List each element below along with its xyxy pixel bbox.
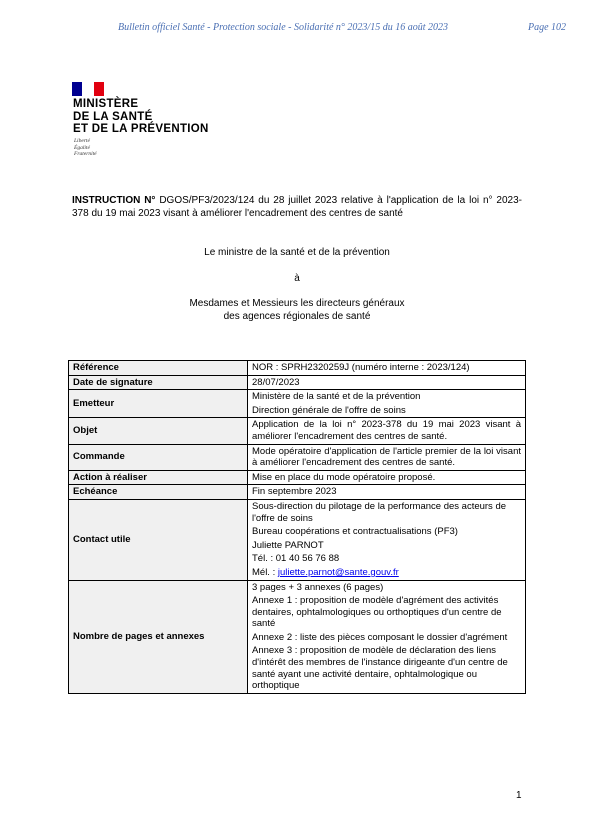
running-header <box>0 22 594 38</box>
table-row <box>69 361 526 376</box>
pages-line: 3 pages + 3 annexes (6 pages) <box>252 581 384 593</box>
contact-label: Contact utile <box>69 499 248 580</box>
bulletin-title: Bulletin officiel Santé - Protection sociale - Solidarité n° 2023/15 du 16 août 2023 <box>118 22 448 33</box>
echeance-label: Echéance <box>69 485 248 500</box>
ministry-name-line: MINISTÈRE <box>73 98 139 110</box>
emetteur-value <box>248 390 526 418</box>
signature-date-label: Date de signature <box>69 375 248 390</box>
objet-value: Application de la loi n° 2023-378 du 19 mai 2023 visant à améliorer l'encadrement des centres de santé. <box>248 418 526 444</box>
motto-line: Fraternité <box>74 151 97 157</box>
bulletin-page: Page 102 <box>528 22 567 33</box>
table-row <box>69 418 526 444</box>
table-row <box>69 375 526 390</box>
objet-label: Objet <box>69 418 248 444</box>
emetteur-line: Ministère de la santé et de la prévention <box>252 391 421 403</box>
commande-label: Commande <box>69 444 248 470</box>
ministry-name <box>73 98 209 136</box>
signature-date-value: 28/07/2023 <box>248 375 526 390</box>
annex-line: Annexe 1 : proposition de modèle d'agrément des activités dentaires, ophtalmologiques ou orthoptiques d'un centre de santé <box>252 595 502 630</box>
contact-phone: Tél. : 01 40 56 76 88 <box>252 553 340 565</box>
commande-value: Mode opératoire d'application de l'article premier de la loi visant à améliorer l'encadrement des centres de santé. <box>248 444 526 470</box>
emetteur-label: Emetteur <box>69 390 248 418</box>
contact-mail-line <box>252 567 521 579</box>
page-number: 1 <box>516 790 522 801</box>
recipients-line-1: Mesdames et Messieurs les directeurs généraux <box>189 298 405 309</box>
sender: Le ministre de la santé et de la prévention <box>204 247 390 258</box>
contact-mail-label: Mél. : <box>252 566 278 578</box>
emetteur-line: Direction générale de l'offre de soins <box>252 404 406 416</box>
motto-line: Égalité <box>74 144 90 151</box>
action-value: Mise en place du mode opératoire proposé. <box>248 470 526 485</box>
motto-line: Liberté <box>74 138 90 144</box>
contact-email-link[interactable]: juliette.parnot@sante.gouv.fr <box>277 566 399 578</box>
action-label: Action à réaliser <box>69 470 248 485</box>
contact-value <box>248 499 526 580</box>
table-row <box>69 499 526 580</box>
table-row <box>69 580 526 693</box>
marianne-flag-icon <box>72 82 104 96</box>
annex-line: Annexe 3 : proposition de modèle de déclaration des liens d'intérêt des membres de l'instance dirigeante d'un centre de santé ayant une activité dentaire, ophtalmologique ou orthoptique <box>252 645 508 692</box>
contact-line: Bureau coopérations et contractualisations (PF3) <box>252 526 458 538</box>
reference-value: NOR : SPRH2320259J (numéro interne : 2023/124) <box>248 361 526 376</box>
recipients-line-2: des agences régionales de santé <box>223 311 371 322</box>
annex-line: Annexe 2 : liste des pièces composant le dossier d'agrément <box>252 631 508 643</box>
instruction-label: INSTRUCTION N° <box>72 195 156 206</box>
instruction-text: DGOS/PF3/2023/124 du 28 juillet 2023 relative à l'application de la loi n° 2023-378 du 19 mai 2023 visant à améliorer l'encadrement des centres de santé <box>72 195 522 219</box>
table-row <box>69 485 526 500</box>
table-row <box>69 390 526 418</box>
ministry-name-line: ET DE LA PRÉVENTION <box>73 123 209 135</box>
reference-label: Référence <box>69 361 248 376</box>
pages-label: Nombre de pages et annexes <box>69 580 248 693</box>
ministry-logo <box>72 82 232 166</box>
instruction-title <box>72 194 522 220</box>
pages-value <box>248 580 526 693</box>
contact-line: Juliette PARNOT <box>252 539 324 551</box>
ministry-name-line: DE LA SANTÉ <box>73 110 153 123</box>
addressed-to: à <box>294 273 300 284</box>
echeance-value: Fin septembre 2023 <box>248 485 526 500</box>
table-row <box>69 444 526 470</box>
table-row <box>69 470 526 485</box>
instruction-metadata-table <box>68 360 526 694</box>
contact-line: Sous-direction du pilotage de la performance des acteurs de l'offre de soins <box>252 500 507 524</box>
republic-motto <box>74 138 97 158</box>
